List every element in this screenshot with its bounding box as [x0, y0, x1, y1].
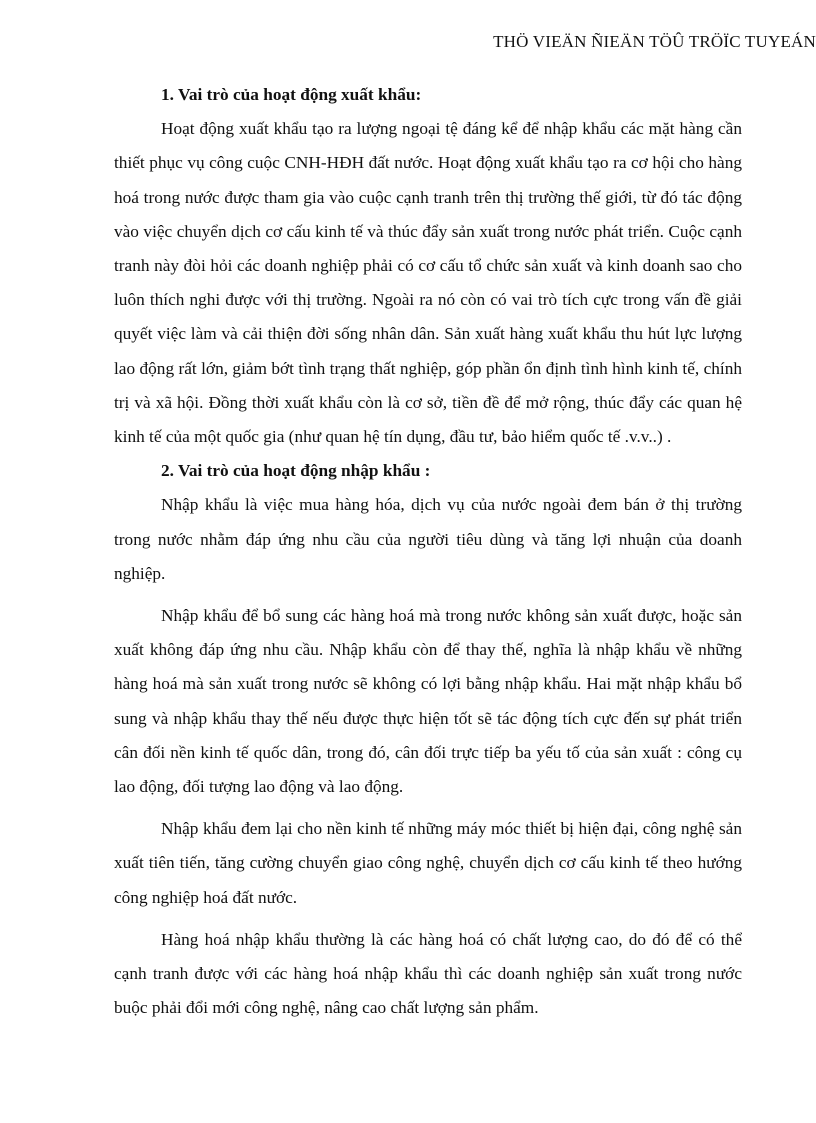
paragraph-import-supplement: Nhập khẩu để bổ sung các hàng hoá mà trong nước không sản xuất được, hoặc sản xuất không đáp ứng nhu cầu. Nhập khẩu còn để thay thế, nghĩa là nhập khẩu về những hàng hoá mà sản xuất trong nước sẽ không có lợi bằng nhập khẩu. Hai mặt nhập khẩu bổ sung và nhập khẩu thay thế nếu được thực hiện tốt sẽ tác động tích cực đến sự phát triển cân đối nền kinh tế quốc dân, trong đó, cân đối trực tiếp ba yếu tố của sản xuất : công cụ lao động, đối tượng lao động và lao động. — [114, 606, 742, 797]
paragraph-import-definition: Nhập khẩu là việc mua hàng hóa, dịch vụ của nước ngoài đem bán ở thị trường trong nước nhằm đáp ứng nhu cầu của người tiêu dùng và tăng lợi nhuận của doanh nghiệp. — [114, 495, 742, 583]
paragraph-export-role: Hoạt động xuất khẩu tạo ra lượng ngoại tệ đáng kể để nhập khẩu các mặt hàng cần thiết phục vụ công cuộc CNH-HĐH đất nước. Hoạt động xuất khẩu tạo ra cơ hội cho hàng hoá trong nước được tham gia vào cuộc cạnh tranh trên thị trường thế giới, từ đó tác động vào việc chuyển dịch cơ cấu kinh tế và thúc đẩy sản xuất trong nước phát triển. Cuộc cạnh tranh này đòi hỏi các doanh nghiệp phải có cơ cấu tổ chức sản xuất và kinh doanh sao cho luôn thích nghi được với thị trường. Ngoài ra nó còn có vai trò tích cực trong vấn đề giải quyết việc làm và cải thiện đời sống nhân dân. Sản xuất hàng xuất khẩu thu hút lực lượng lao động rất lớn, giảm bớt tình trạng thất nghiệp, góp phần ổn định tình hình kinh tế, chính trị và xã hội. Đồng thời xuất khẩu còn là cơ sở, tiền đề để mở rộng, thúc đẩy các quan hệ kinh tế của một quốc gia (như quan hệ tín dụng, đầu tư, bảo hiểm quốc tế .v.v..) . — [114, 119, 742, 447]
page-header: THÖ VIEÄN ÑIEÄN TÖÛ TRÖÏC TUYEÁN — [493, 32, 816, 51]
paragraph-import-quality: Hàng hoá nhập khẩu thường là các hàng hoá có chất lượng cao, do đó để có thể cạnh tranh được với các hàng hoá nhập khẩu thì các doanh nghiệp sản xuất trong nước buộc phải đổi mới công nghệ, nâng cao chất lượng sản phẩm. — [114, 929, 742, 1018]
section-heading-import: 2. Vai trò của hoạt động nhập khẩu : — [161, 461, 431, 481]
section-heading-export: 1. Vai trò của hoạt động xuất khẩu: — [161, 85, 422, 104]
document-body — [114, 78, 742, 1025]
paragraph-import-technology: Nhập khẩu đem lại cho nền kinh tế những máy móc thiết bị hiện đại, công nghệ sản xuất tiên tiến, tăng cường chuyển giao công nghệ, chuyển dịch cơ cấu kinh tế theo hướng công nghiệp hoá đất nước. — [114, 819, 742, 907]
